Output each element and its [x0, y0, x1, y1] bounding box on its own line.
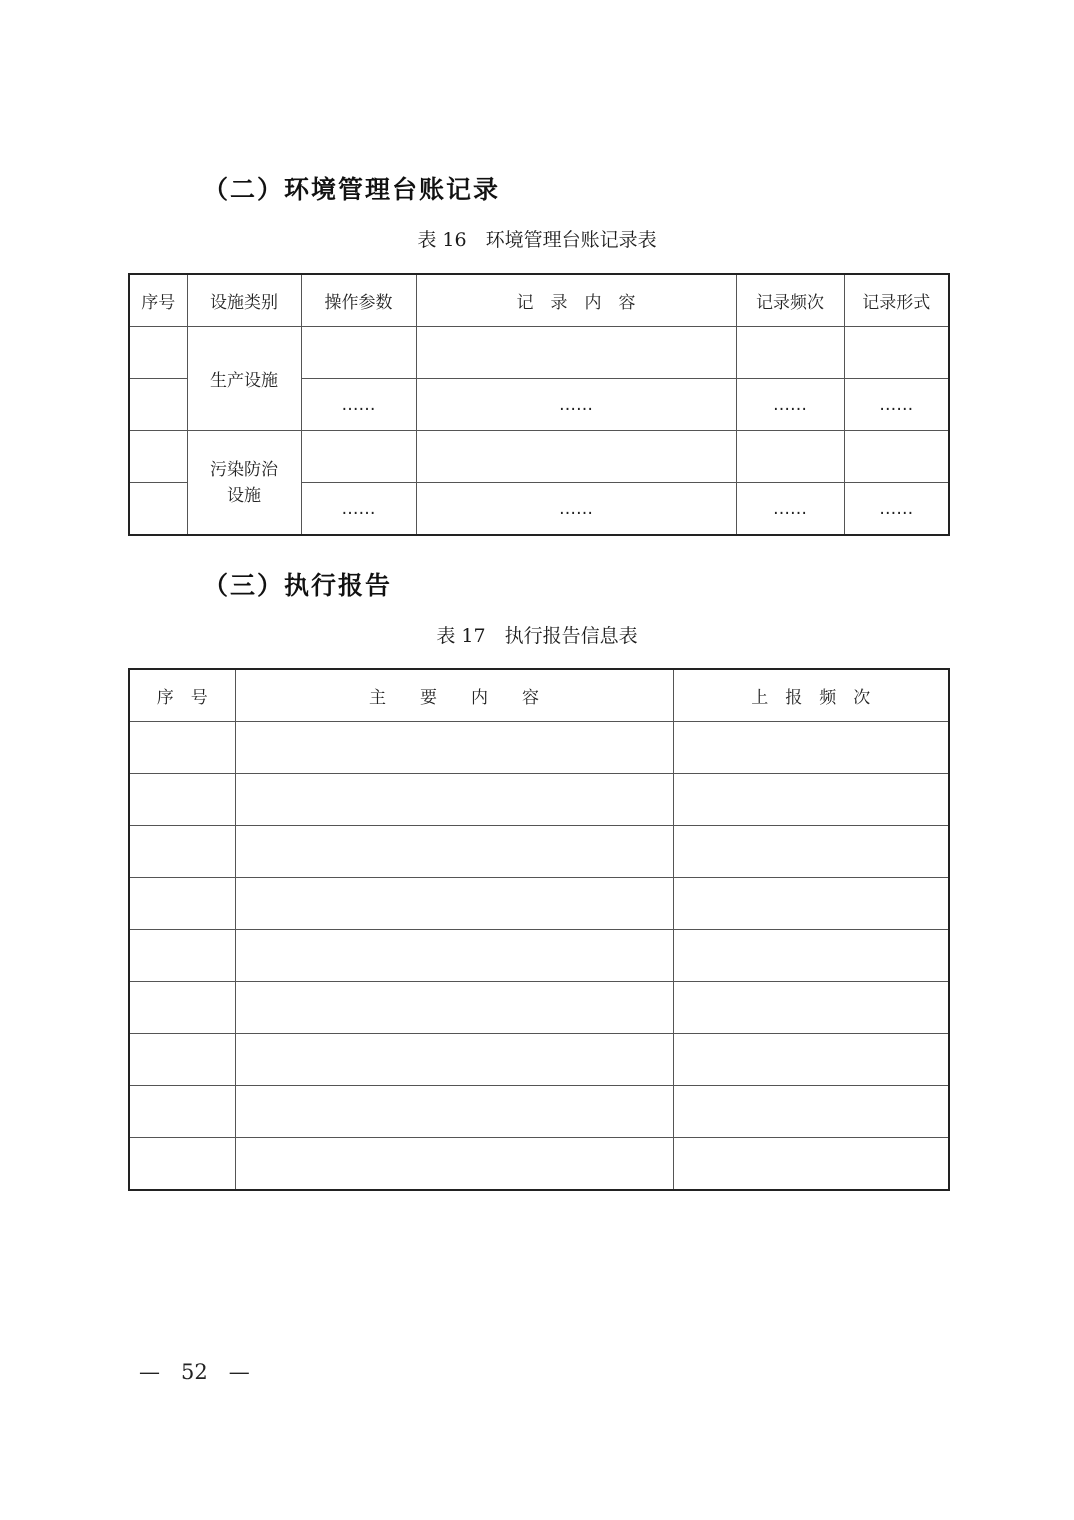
ledger-table	[128, 273, 950, 536]
table-cell	[235, 722, 673, 774]
table-cell	[736, 431, 844, 483]
ellipsis-cell: ……	[844, 379, 949, 431]
table-16-caption: 表 16 环境管理台账记录表	[417, 229, 657, 251]
table-cell	[673, 1138, 949, 1191]
table-row	[129, 774, 949, 826]
table-cell	[844, 431, 949, 483]
section-heading-report: （三）执行报告	[203, 571, 393, 600]
table-cell	[235, 982, 673, 1034]
table-row	[129, 722, 949, 774]
table-cell	[235, 1138, 673, 1191]
table-cell	[129, 1086, 235, 1138]
table-cell	[416, 431, 736, 483]
facility-production: 生产设施	[187, 327, 301, 431]
table-17-caption: 表 17 执行报告信息表	[436, 625, 638, 647]
table-cell	[235, 1086, 673, 1138]
table-cell	[416, 327, 736, 379]
table-header-row	[129, 274, 949, 327]
table-cell	[129, 826, 235, 878]
table-cell	[235, 774, 673, 826]
table-cell	[129, 878, 235, 930]
ellipsis-cell: ……	[844, 483, 949, 536]
table-cell	[673, 1086, 949, 1138]
table-cell	[301, 327, 416, 379]
table-cell	[129, 1138, 235, 1191]
table-cell	[129, 722, 235, 774]
table-cell	[673, 878, 949, 930]
table-row	[129, 327, 949, 379]
facility-pollution-control-line2: 设施	[227, 485, 261, 506]
table-row	[129, 431, 949, 483]
page-number: — 52 —	[139, 1360, 250, 1384]
table-cell	[129, 1034, 235, 1086]
section-heading-ledger: （二）环境管理台账记录	[203, 175, 501, 204]
table-cell	[129, 982, 235, 1034]
ellipsis-cell: ……	[301, 379, 416, 431]
table-header-row	[129, 669, 949, 722]
table-cell	[235, 826, 673, 878]
table-cell	[235, 930, 673, 982]
table-cell	[673, 930, 949, 982]
table-cell	[673, 774, 949, 826]
header-index: 序 号	[129, 669, 235, 722]
header-main-content: 主 要 内 容	[235, 669, 673, 722]
table-cell	[129, 483, 187, 536]
table-cell	[235, 1034, 673, 1086]
header-record-frequency: 记录频次	[736, 274, 844, 327]
table-cell	[673, 826, 949, 878]
table-cell	[129, 327, 187, 379]
table-cell	[129, 379, 187, 431]
table-cell	[301, 431, 416, 483]
table-row	[129, 1086, 949, 1138]
table-cell	[235, 878, 673, 930]
table-row	[129, 982, 949, 1034]
ellipsis-cell: ……	[736, 483, 844, 536]
table-row	[129, 1034, 949, 1086]
ellipsis-cell: ……	[301, 483, 416, 536]
table-row	[129, 878, 949, 930]
table-cell	[129, 774, 235, 826]
table-cell	[673, 982, 949, 1034]
table-row	[129, 826, 949, 878]
table-row	[129, 930, 949, 982]
header-record-form: 记录形式	[844, 274, 949, 327]
table-cell	[673, 1034, 949, 1086]
ellipsis-cell: ……	[416, 483, 736, 536]
facility-pollution-control	[187, 431, 301, 536]
header-facility-type: 设施类别	[187, 274, 301, 327]
header-operating-params: 操作参数	[301, 274, 416, 327]
report-table	[128, 668, 950, 1191]
table-cell	[129, 930, 235, 982]
header-index: 序号	[129, 274, 187, 327]
table-cell	[129, 431, 187, 483]
table-cell	[673, 722, 949, 774]
ellipsis-cell: ……	[736, 379, 844, 431]
header-report-frequency: 上 报 频 次	[673, 669, 949, 722]
table-cell	[844, 327, 949, 379]
header-record-content: 记 录 内 容	[416, 274, 736, 327]
facility-pollution-control-line1: 污染防治	[210, 459, 278, 480]
table-cell	[736, 327, 844, 379]
table-row	[129, 1138, 949, 1191]
ellipsis-cell: ……	[416, 379, 736, 431]
